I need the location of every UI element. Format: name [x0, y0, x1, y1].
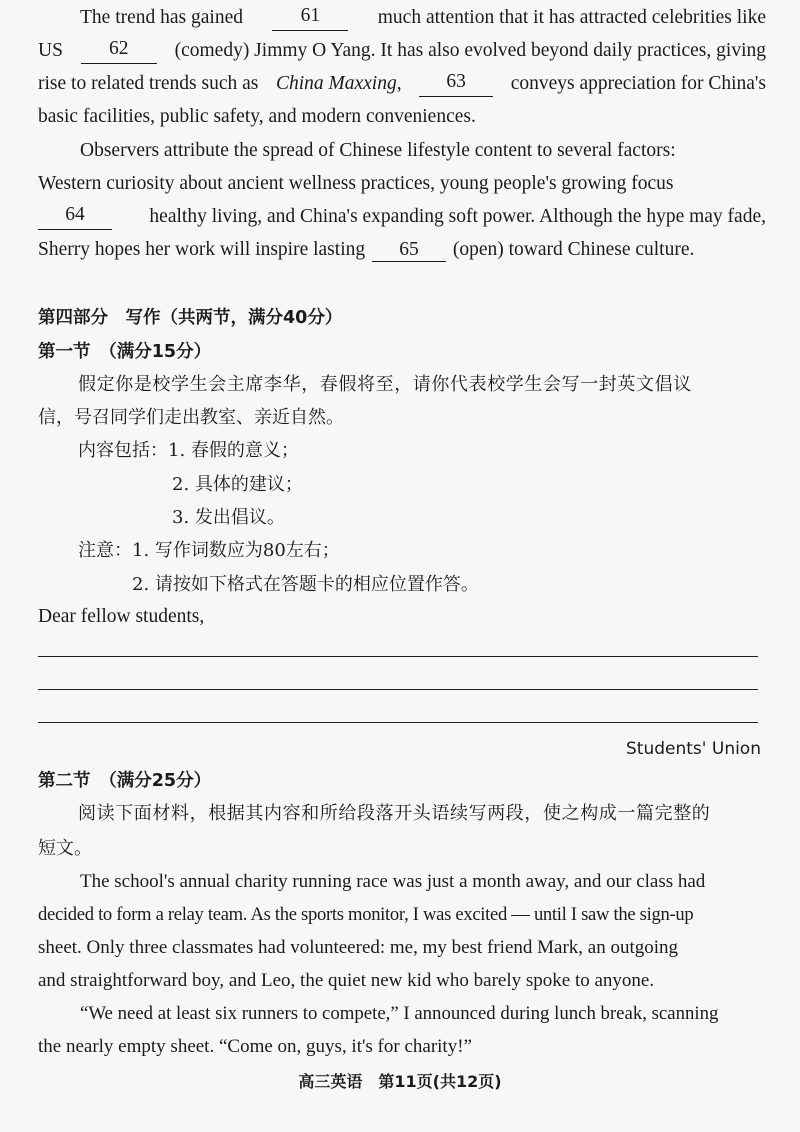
answer-blank-61: 61 — [272, 5, 348, 31]
section1-prompt-line: 信，号召同学们走出教室、亲近自然。 — [38, 407, 344, 428]
passage-line — [38, 38, 766, 64]
story-line — [80, 869, 760, 895]
passage-line — [38, 104, 766, 130]
passage-text: much attention that it has attracted celebrities like — [377, 7, 766, 28]
letter-salutation: Dear fellow students, — [38, 606, 205, 627]
passage-line — [38, 237, 766, 263]
story-line — [38, 902, 760, 928]
answer-line — [38, 722, 758, 723]
story-text: the nearly empty sheet. “Come on, guys, it's for charity!” — [38, 1036, 472, 1057]
content-requirement-1: 内容包括：1. 春假的意义； — [78, 440, 299, 461]
answer-blank-63: 63 — [419, 71, 493, 97]
passage-text: US — [38, 40, 63, 61]
story-text: and straightforward boy, and Leo, the quiet new kid who barely spoke to anyone. — [38, 970, 655, 991]
passage-line — [80, 5, 766, 31]
section1-title: 第一节 （满分15分） — [38, 342, 212, 362]
passage-line — [38, 171, 766, 197]
letter-signature — [38, 736, 761, 762]
section2-prompt-line: 短文。 — [38, 838, 92, 859]
content-requirement-2: 2. 具体的建议； — [172, 474, 303, 495]
answer-blank-64: 64 — [38, 204, 112, 230]
section2-title: 第二节 （满分25分） — [38, 771, 212, 791]
answer-blank-62: 62 — [81, 38, 157, 64]
signature-text: Students' Union — [626, 739, 761, 759]
story-text: “We need at least six runners to compete,” I announced during lunch break, scanning — [80, 1003, 719, 1024]
note-1: 注意：1. 写作词数应为80左右； — [78, 540, 340, 561]
story-line — [80, 1001, 760, 1027]
passage-text: rise to related trends such as — [38, 73, 259, 94]
passage-text: conveys appreciation for China's — [510, 73, 766, 94]
passage-text: basic facilities, public safety, and modern conveniences. — [38, 106, 476, 127]
part4-title: 第四部分 写作（共两节，满分40分） — [38, 308, 343, 328]
passage-text: healthy living, and China's expanding soft power. Although the hype may fade, — [149, 206, 766, 227]
answer-blank-65: 65 — [372, 239, 446, 262]
passage-text: Western curiosity about ancient wellness practices, young people's growing focus — [38, 173, 674, 194]
passage-text: (comedy) Jimmy O Yang. It has also evolved beyond daily practices, giving — [174, 40, 766, 61]
story-line — [38, 968, 766, 994]
section2-prompt-line: 阅读下面材料，根据其内容和所给段落开头语续写两段，使之构成一篇完整的 — [78, 803, 711, 824]
passage-term: China Maxxing — [275, 73, 397, 94]
passage-text: Observers attribute the spread of Chinese lifestyle content to several factors: — [80, 140, 676, 161]
passage-text: (open) toward Chinese culture. — [452, 239, 695, 260]
story-line — [38, 935, 760, 961]
passage-text: Sherry hopes her work will inspire lasting — [38, 239, 366, 260]
passage-line — [38, 204, 766, 230]
answer-line — [38, 656, 758, 657]
passage-text: The trend has gained — [80, 7, 243, 28]
story-text: sheet. Only three classmates had volunteered: me, my best friend Mark, an outgoing — [38, 937, 679, 958]
story-text: decided to form a relay team. As the sports monitor, I was excited — until I saw the sign-up — [38, 904, 694, 925]
passage-text: , — [396, 73, 402, 94]
content-requirement-3: 3. 发出倡议。 — [172, 507, 285, 528]
passage-line — [38, 71, 766, 97]
page-footer: 高三英语 第11页(共12页) — [298, 1072, 502, 1091]
note-2: 2. 请按如下格式在答题卡的相应位置作答。 — [132, 574, 479, 595]
section1-prompt-line: 假定你是校学生会主席李华，春假将至，请你代表校学生会写一封英文倡议 — [78, 374, 692, 395]
passage-line — [80, 138, 766, 164]
story-text: The school's annual charity running race was just a month away, and our class had — [80, 871, 706, 892]
story-line — [38, 1034, 766, 1060]
answer-line — [38, 689, 758, 690]
